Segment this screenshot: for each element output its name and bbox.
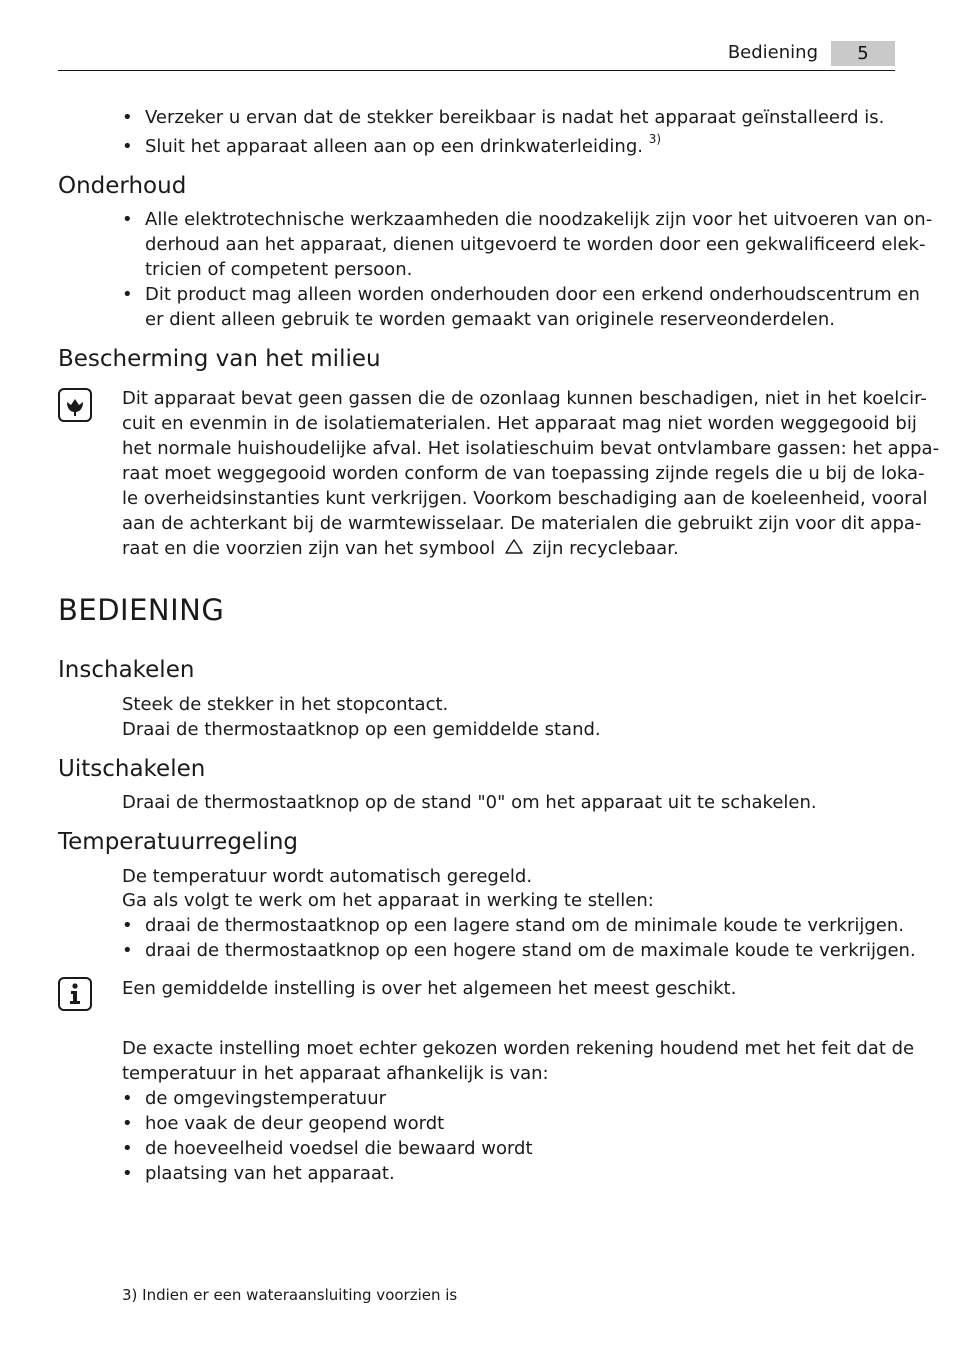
environment-icon	[58, 388, 92, 422]
heading-onderhoud: Onderhoud	[58, 173, 187, 199]
heading-inschakelen: Inschakelen	[58, 657, 195, 683]
footnote-reference[interactable]: 3)	[648, 132, 662, 146]
intro-bullet-1: Verzeker u ervan dat de stekker bereikbaar is nadat het apparaat geïnstalleerd is.	[145, 107, 885, 128]
bullet-icon: •	[122, 1163, 133, 1184]
temperatuur-line-2: Ga als volgt te werk om het apparaat in werking te stellen:	[122, 890, 654, 911]
bullet-icon: •	[122, 1088, 133, 1109]
bullet-icon: •	[122, 940, 133, 961]
onderhoud-bullet-2-line-1: Dit product mag alleen worden onderhouden door een erkend onderhoudscentrum en	[145, 284, 920, 305]
info-note-text: Een gemiddelde instelling is over het algemeen het meest geschikt.	[122, 978, 737, 999]
milieu-line-4: raat moet weggegooid worden conform de van toepassing zijnde regels die u bij de loka-	[122, 463, 925, 484]
header-divider	[58, 70, 895, 71]
intro-bullet-2: Sluit het apparaat alleen aan op een drinkwaterleiding. $^{3)}$	[145, 132, 662, 157]
info-icon	[58, 977, 92, 1011]
milieu-line-3: het normale huishoudelijke afval. Het isolatieschuim bevat ontvlambare gassen: het appa-	[122, 438, 940, 459]
factor-2: hoe vaak de deur geopend wordt	[145, 1113, 445, 1134]
onderhoud-bullet-1-line-3: tricien of competent persoon.	[145, 259, 413, 280]
running-header-section: Bediening	[727, 42, 818, 63]
milieu-line-7: raat en die voorzien zijn van het symbool zijn recyclebaar.	[122, 538, 679, 559]
heading-uitschakelen: Uitschakelen	[58, 756, 206, 782]
inschakelen-line-1: Steek de stekker in het stopcontact.	[122, 694, 449, 715]
milieu-line-1: Dit apparaat bevat geen gassen die de ozonlaag kunnen beschadigen, niet in het koelcir-	[122, 388, 927, 409]
exact-line-2: temperatuur in het apparaat afhankelijk is van:	[122, 1063, 549, 1084]
factor-4: plaatsing van het apparaat.	[145, 1163, 395, 1184]
milieu-line-2: cuit en evenmin in de isolatiematerialen. Het apparaat mag niet worden weggegooid bij	[122, 413, 917, 434]
uitschakelen-line-1: Draai de thermostaatknop op de stand "0" om het apparaat uit te schakelen.	[122, 792, 817, 813]
milieu-line-5: le overheidsinstanties kunt verkrijgen. Voorkom beschadiging aan de koeleenheid, vooral	[122, 488, 928, 509]
recycle-icon	[503, 538, 525, 556]
bullet-icon: •	[122, 1138, 133, 1159]
bullet-icon: •	[122, 136, 133, 157]
onderhoud-bullet-1-line-1: Alle elektrotechnische werkzaamheden die noodzakelijk zijn voor het uitvoeren van on-	[145, 209, 933, 230]
temperatuur-line-1: De temperatuur wordt automatisch geregeld.	[122, 866, 533, 887]
heading-temperatuurregeling: Temperatuurregeling	[58, 829, 299, 855]
inschakelen-line-2: Draai de thermostaatknop op een gemiddelde stand.	[122, 719, 601, 740]
bullet-icon: •	[122, 284, 133, 305]
onderhoud-bullet-1-line-2: derhoud aan het apparaat, dienen uitgevoerd te worden door een gekwalificeerd elek-	[145, 234, 926, 255]
temperatuur-bullet-1: draai de thermostaatknop op een lagere stand om de minimale koude te verkrijgen.	[145, 915, 904, 936]
factor-3: de hoeveelheid voedsel die bewaard wordt	[145, 1138, 533, 1159]
factor-1: de omgevingstemperatuur	[145, 1088, 387, 1109]
onderhoud-bullet-2-line-2: er dient alleen gebruik te worden gemaakt van originele reserveonderdelen.	[145, 309, 835, 330]
bullet-icon: •	[122, 1113, 133, 1134]
page-number-badge: 5	[831, 41, 895, 66]
bullet-icon: •	[122, 209, 133, 230]
bullet-icon: •	[122, 915, 133, 936]
temperatuur-bullet-2: draai de thermostaatknop op een hogere stand om de maximale koude te verkrijgen.	[145, 940, 916, 961]
exact-line-1: De exacte instelling moet echter gekozen worden rekening houdend met het feit dat de	[122, 1038, 915, 1059]
bullet-icon: •	[122, 107, 133, 128]
footnote: 3) Indien er een wateraansluiting voorzien is	[122, 1286, 458, 1304]
heading-bediening: BEDIENING	[58, 593, 225, 627]
milieu-line-6: aan de achterkant bij de warmtewisselaar. De materialen die gebruikt zijn voor dit appa-	[122, 513, 922, 534]
heading-milieu: Bescherming van het milieu	[58, 346, 381, 372]
